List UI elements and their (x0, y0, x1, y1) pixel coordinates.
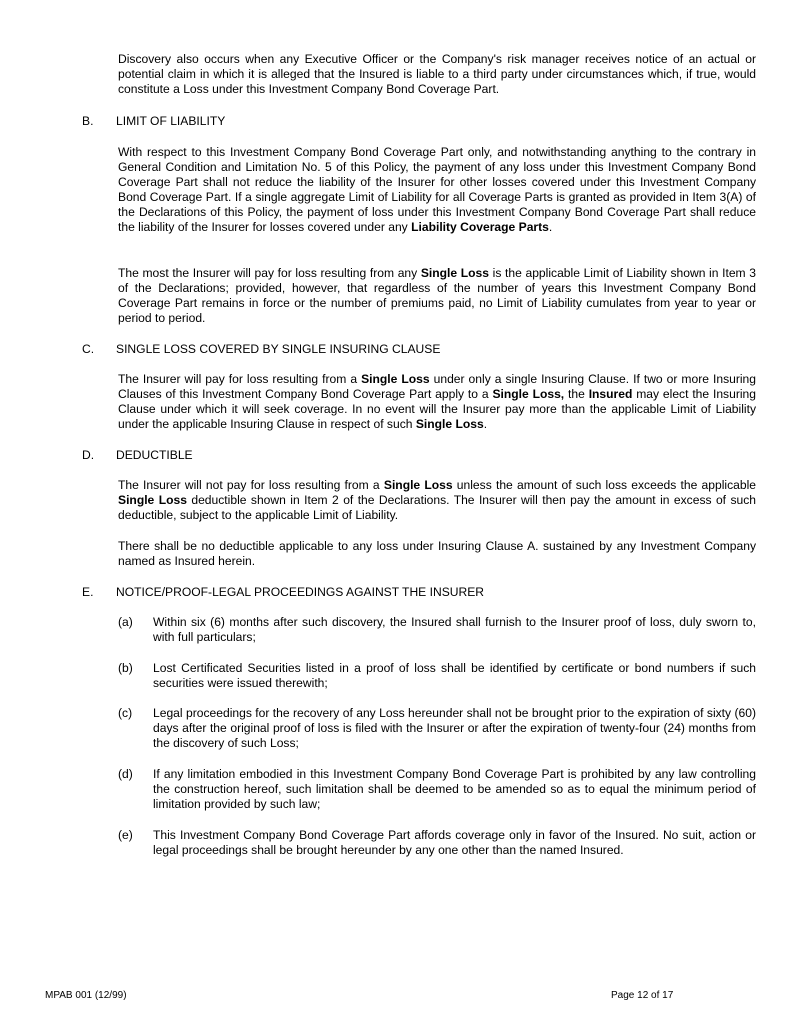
section-title: DEDUCTIBLE (116, 448, 193, 462)
list-item-label: (c) (118, 706, 133, 720)
single-loss-paragraph: The Insurer will pay for loss resulting from a Single Loss under only a single Insuring Clause. If two or more Insuring Clauses of this Investment Company Bond Coverage Part apply to a Single Loss, the Insured may elect the Insuring Clause under which it will seek coverage. In no event will the Insurer pay more than the applicable Limit of Liability under the applicable Insuring Clause in respect of such Single Loss. (118, 372, 757, 431)
section-e-heading (82, 585, 484, 600)
section-b-heading (82, 114, 225, 129)
section-d-heading (82, 448, 193, 463)
limit-of-liability-paragraph-1: With respect to this Investment Company Bond Coverage Part only, and notwithstanding anything to the contrary in General Condition and Limitation No. 5 of this Policy, the payment of any loss under this Investment Company Bond Coverage Part shall not reduce the liability of the Insurer for other losses covered under this Investment Company Bond Coverage Part. If a single aggregate Limit of Liability for all Coverage Parts is granted as provided in Item 3(A) of the Declarations of this Policy, the payment of loss under this Investment Company Bond Coverage Part shall reduce the liability of the Insurer for losses covered under any Liability Coverage Parts. (118, 145, 756, 234)
section-letter: C. (82, 342, 95, 356)
section-title: SINGLE LOSS COVERED BY SINGLE INSURING CLAUSE (116, 342, 441, 356)
section-letter: D. (82, 448, 95, 462)
limit-of-liability-paragraph-2: The most the Insurer will pay for loss resulting from any Single Loss is the applicable Limit of Liability shown in Item 3 of the Declarations; provided, however, that regardless of the number of years this Investment Company Bond Coverage Part remains in force or the number of premiums paid, no Limit of Liability cumulates from year to year or period to period. (118, 266, 756, 325)
section-title: LIMIT OF LIABILITY (116, 114, 226, 128)
list-item-label: (e) (118, 828, 133, 842)
list-item-text: If any limitation embodied in this Investment Company Bond Coverage Part is prohibited by any law controlling the construction hereof, such limitation shall be deemed to be amended so as to equal the minimum period of limitation provided by such law; (153, 767, 756, 811)
deductible-paragraph-1: The Insurer will not pay for loss resulting from a Single Loss unless the amount of such loss exceeds the applicable Single Loss deductible shown in Item 2 of the Declarations. The Insurer will then pay the amount in excess of such deductible, subject to the applicable Limit of Liability. (118, 478, 757, 522)
list-item-label: (a) (118, 615, 133, 629)
section-c-heading (82, 342, 440, 357)
list-item (118, 828, 756, 858)
page-number: Page 12 of 17 (611, 990, 674, 1001)
list-item (118, 706, 756, 751)
list-item-text: Lost Certificated Securities listed in a proof of loss shall be identified by certificate or bond numbers if such securities were issued therewith; (153, 661, 756, 690)
list-item (118, 767, 756, 812)
section-letter: E. (82, 585, 94, 599)
list-item (118, 661, 756, 691)
list-item-text: Within six (6) months after such discovery, the Insured shall furnish to the Insurer proof of loss, duly sworn to, with full particulars; (153, 615, 756, 644)
list-item-label: (d) (118, 767, 133, 781)
intro-paragraph: Discovery also occurs when any Executive Officer or the Company's risk manager receives notice of an actual or potential claim in which it is alleged that the Insured is liable to a third party under circumstances which, if true, would constitute a Loss under this Investment Company Bond Coverage Part. (118, 52, 756, 96)
form-number: MPAB 001 (12/99) (45, 990, 127, 1001)
deductible-paragraph-2: There shall be no deductible applicable to any loss under Insuring Clause A. sustained by any Investment Company named as Insured herein. (118, 539, 756, 568)
list-item-label: (b) (118, 661, 133, 675)
list-item-text: This Investment Company Bond Coverage Part affords coverage only in favor of the Insured. No suit, action or legal proceedings shall be brought hereunder by any one other than the named Insured. (153, 828, 756, 857)
section-letter: B. (82, 114, 94, 128)
list-item-text: Legal proceedings for the recovery of any Loss hereunder shall not be brought prior to the expiration of sixty (60) days after the original proof of loss is filed with the Insurer or after the expiration of twenty-four (24) months from the discovery of such Loss; (153, 706, 756, 750)
list-item (118, 615, 756, 645)
section-title: NOTICE/PROOF-LEGAL PROCEEDINGS AGAINST THE INSURER (116, 585, 485, 599)
